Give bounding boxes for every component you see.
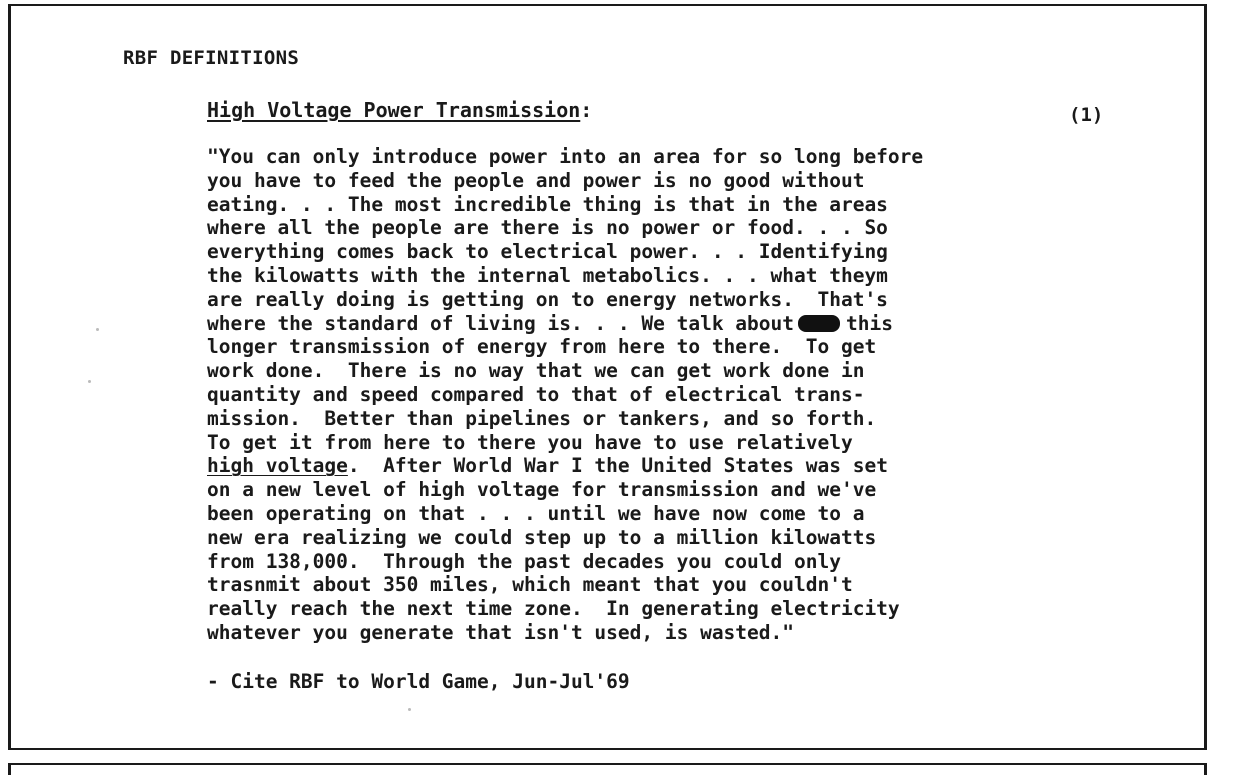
quote-line: new era realizing we could step up to a million kilowatts xyxy=(207,525,877,549)
redacted-line-before: where the standard of living is. . . We talk about xyxy=(207,311,794,335)
quote-line: To get it from here to there you have to use relatively xyxy=(207,430,853,454)
quote-line: from 138,000. Through the past decades you could only xyxy=(207,549,841,573)
quote-line: mission. Better than pipelines or tankers, and so forth. xyxy=(207,406,877,430)
entry-title xyxy=(207,98,592,122)
quote-line: work done. There is no way that we can get work done in xyxy=(207,359,865,383)
underlined-term: high voltage xyxy=(207,454,348,478)
entry-title-text: High Voltage Power Transmission xyxy=(207,98,581,122)
redaction-mark xyxy=(798,315,840,332)
underlined-line-rest: . After World War I the United States was set xyxy=(347,454,888,478)
quote-line: longer transmission of energy from here to there. To get xyxy=(207,335,877,359)
citation: - Cite RBF to World Game, Jun-Jul'69 xyxy=(207,670,630,693)
quote-line: whatever you generate that isn't used, is wasted." xyxy=(207,620,794,644)
quote-line: you have to feed the people and power is no good without xyxy=(207,168,865,192)
quote-line: trasnmit about 350 miles, which meant that you couldn't xyxy=(207,573,853,597)
quote-line: where all the people are there is no power or food. . . So xyxy=(207,216,888,240)
quote-line-redacted xyxy=(207,312,923,336)
quote-line: "You can only introduce power into an area for so long before xyxy=(207,145,924,168)
document-header: RBF DEFINITIONS xyxy=(123,47,300,69)
card-number: (1) xyxy=(1069,104,1104,126)
quote-line-underlined xyxy=(207,454,923,478)
paper-speck xyxy=(408,708,411,711)
quote-line: everything comes back to electrical power. . . Identifying xyxy=(207,240,888,264)
entry-title-colon: : xyxy=(580,98,593,122)
quote-line: been operating on that . . . until we have now come to a xyxy=(207,501,865,525)
next-card-edge xyxy=(8,763,1207,775)
quote-line: really reach the next time zone. In generating electricity xyxy=(207,597,900,621)
redacted-line-after: this xyxy=(846,311,893,335)
quote-line: the kilowatts with the internal metabolics. . . what theym xyxy=(207,263,888,287)
quote-line: quantity and speed compared to that of electrical trans- xyxy=(207,382,865,406)
quote-line: eating. . . The most incredible thing is that in the areas xyxy=(207,192,888,216)
paper-speck xyxy=(96,328,99,331)
quote-body xyxy=(207,145,923,645)
quote-line: are really doing is getting on to energy networks. That's xyxy=(207,287,888,311)
quote-line: on a new level of high voltage for transmission and we've xyxy=(207,478,877,502)
paper-speck xyxy=(88,380,91,383)
